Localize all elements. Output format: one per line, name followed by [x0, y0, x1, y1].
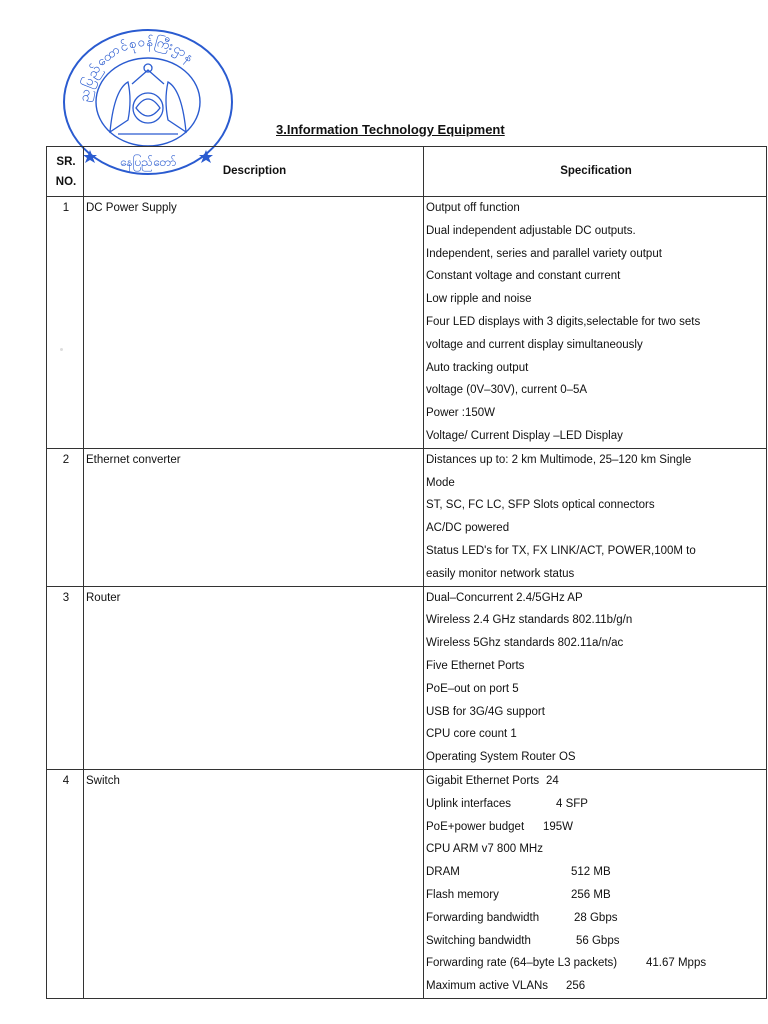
spec-line [426, 975, 766, 998]
spec-line: easily monitor network status [426, 567, 575, 580]
spec-line: Output off function [426, 202, 520, 214]
spec-label: PoE+power budget [426, 820, 525, 833]
spec-value: 256 [566, 980, 586, 993]
spec-line [426, 930, 766, 953]
spec-line: Five Ethernet Ports [426, 659, 525, 672]
table-row [47, 586, 767, 769]
spec-line: Constant voltage and constant current [426, 270, 621, 283]
row-number: 1 [47, 197, 84, 449]
row-description: Router [84, 586, 424, 769]
row-description: DC Power Supply [84, 197, 424, 449]
description-header: Description [84, 147, 424, 197]
spec-line [426, 770, 766, 793]
spec-value: 195W [543, 820, 574, 833]
spec-line: Distances up to: 2 km Multimode, 25–120 km Single [426, 453, 692, 466]
row-description: Switch [84, 769, 424, 998]
table-row [47, 448, 767, 586]
table-row [47, 197, 767, 449]
scan-speck [60, 348, 63, 351]
spec-line [426, 816, 766, 839]
spec-value: 24 [546, 774, 559, 787]
equipment-table [46, 146, 767, 999]
spec-label: DRAM [426, 866, 460, 879]
spec-line: Status LED's for TX, FX LINK/ACT, POWER,100M to [426, 544, 696, 557]
table-row [47, 769, 767, 998]
spec-line [426, 884, 766, 907]
spec-line [426, 861, 766, 884]
spec-line: Voltage/ Current Display –LED Display [426, 429, 623, 442]
row-number: 3 [47, 586, 84, 769]
spec-line [426, 793, 766, 816]
spec-value: 41.67 Mpps [646, 957, 707, 970]
seal-arc-text: ညပြည်ထောင်စုဝန်ကြီးဌာန [76, 34, 198, 103]
row-specification [424, 769, 767, 998]
spec-line [426, 907, 766, 930]
spec-label: Forwarding bandwidth [426, 911, 540, 924]
row-description: Ethernet converter [84, 448, 424, 586]
spec-line: Operating System Router OS [426, 751, 576, 764]
row-specification [424, 586, 767, 769]
spec-line: Auto tracking output [426, 361, 529, 374]
spec-line: PoE–out on port 5 [426, 682, 519, 695]
row-specification [424, 197, 767, 449]
spec-label: Switching bandwidth [426, 934, 531, 947]
seal-emblem-icon [110, 64, 186, 134]
document-title: 3.Information Technology Equipment [276, 122, 505, 137]
spec-line: ST, SC, FC LC, SFP Slots optical connectors [426, 499, 655, 512]
spec-line: Mode [426, 476, 455, 489]
spec-value: 256 MB [571, 888, 611, 901]
row-specification [424, 448, 767, 586]
seal-bottom-text: နေပြည်တော် [119, 155, 177, 169]
spec-line: Dual independent adjustable DC outputs. [426, 224, 636, 237]
specification-header: Specification [424, 147, 767, 197]
spec-line: Four LED displays with 3 digits,selectable for two sets [426, 315, 701, 328]
spec-value: 28 Gbps [574, 911, 618, 924]
spec-value: 512 MB [571, 866, 611, 879]
sr-no-header: SR. NO. [47, 147, 84, 197]
spec-line: Independent, series and parallel variety output [426, 247, 662, 260]
spec-line: USB for 3G/4G support [426, 705, 545, 718]
spec-line: AC/DC powered [426, 522, 510, 535]
spec-line [426, 952, 766, 975]
row-number: 2 [47, 448, 84, 586]
spec-line: CPU core count 1 [426, 728, 517, 741]
spec-label: Uplink interfaces [426, 797, 512, 810]
spec-line: voltage and current display simultaneously [426, 338, 643, 351]
spec-label: Flash memory [426, 888, 499, 901]
row-number: 4 [47, 769, 84, 998]
table-header-row [47, 147, 767, 197]
spec-line: Low ripple and noise [426, 293, 532, 306]
spec-line: Wireless 2.4 GHz standards 802.11b/g/n [426, 614, 633, 627]
spec-label: Maximum active VLANs [426, 980, 549, 993]
spec-value: 4 SFP [556, 797, 588, 810]
spec-line: Dual–Concurrent 2.4/5GHz AP [426, 591, 583, 604]
table-body [47, 197, 767, 999]
spec-line: Power :150W [426, 407, 496, 420]
spec-line: voltage (0V–30V), current 0–5A [426, 384, 588, 397]
spec-value: 56 Gbps [576, 934, 620, 947]
spec-line: CPU ARM v7 800 MHz [426, 843, 543, 856]
spec-label: Gigabit Ethernet Ports [426, 774, 540, 787]
spec-label: Forwarding rate (64–byte L3 packets) [426, 957, 618, 970]
spec-line: Wireless 5Ghz standards 802.11a/n/ac [426, 637, 624, 650]
